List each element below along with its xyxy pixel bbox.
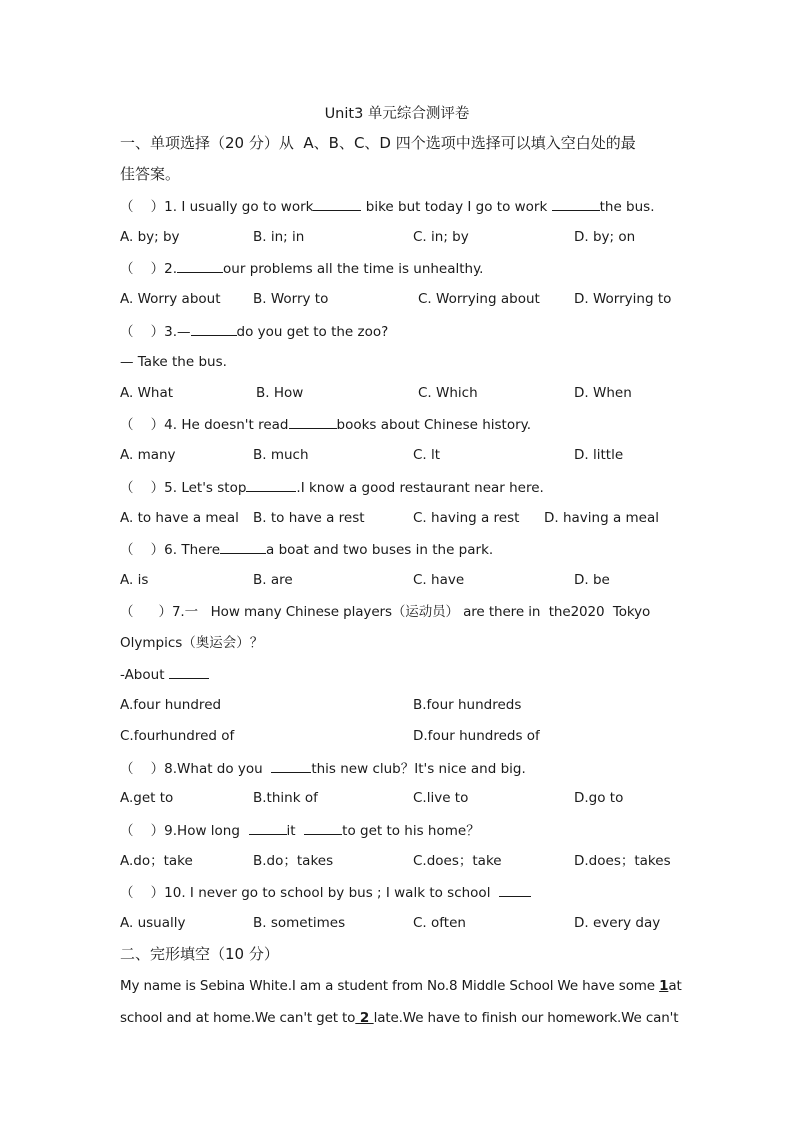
question-8-stem: （ ）8.What do you this new club？It's nice and big. [120,758,526,779]
q9-option-a[interactable]: A.do；take [120,853,193,869]
question-10-stem: （ ）10. I never go to school by bus ; I walk to school [120,882,531,903]
answer-blank[interactable] [552,196,600,211]
answer-blank[interactable] [304,820,342,835]
answer-blank[interactable] [249,820,287,835]
q2-option-d[interactable]: D. Worrying to [574,291,672,307]
answer-blank[interactable] [271,758,311,773]
cloze-blank-number[interactable]: 2 [355,1010,374,1026]
q3-option-c[interactable]: C. Which [418,385,478,401]
q5-option-b[interactable]: B. to have a rest [253,510,365,526]
q5-option-d[interactable]: D. having a meal [544,510,660,526]
q2-option-c[interactable]: C. Worrying about [418,291,540,307]
q3-option-a[interactable]: A. What [120,385,174,401]
q8-option-a[interactable]: A.get to [120,790,174,806]
q4-option-a[interactable]: A. many [120,447,176,463]
q1-option-d[interactable]: D. by; on [574,229,636,245]
section1-heading-line2: 佳答案。 [120,165,181,183]
q7-option-c[interactable]: C.fourhundred of [120,728,235,744]
q10-option-a[interactable]: A. usually [120,915,186,931]
q3-option-d[interactable]: D. When [574,385,632,401]
answer-blank[interactable] [499,882,531,897]
answer-blank[interactable] [220,539,266,554]
q4-option-d[interactable]: D. little [574,447,624,463]
q7-option-b[interactable]: B.four hundreds [413,697,522,713]
cloze-passage-line2: school and at home.We can't get to 2 late.We have to finish our homework.We can't [120,1010,679,1026]
q1-option-a[interactable]: A. by; by [120,229,180,245]
section2-heading: 二、完形填空（10 分） [120,945,279,963]
q7-option-d[interactable]: D.four hundreds of [413,728,540,744]
answer-blank[interactable] [289,414,337,429]
question-7-answer-line: -About [120,664,209,685]
question-7-stem-line2: Olympics（奥运会）？ [120,635,264,651]
q1-option-b[interactable]: B. in; in [253,229,305,245]
q10-option-d[interactable]: D. every day [574,915,661,931]
answer-blank[interactable] [177,258,223,273]
answer-blank[interactable] [246,477,296,492]
question-3-stem: （ ）3.— do you get to the zoo? [120,321,388,342]
page-title: Unit3 单元综合测评卷 [324,106,470,122]
q6-option-a[interactable]: A. is [120,572,149,588]
q5-option-c[interactable]: C. having a rest [413,510,520,526]
question-2-stem: （ ）2. our problems all the time is unhealthy. [120,258,483,279]
section1-heading-line1: 一、单项选择（20 分）从 A、B、C、D 四个选项中选择可以填入空白处的最 [120,134,636,152]
q10-option-c[interactable]: C. often [413,915,466,931]
q1-option-c[interactable]: C. in; by [413,229,469,245]
q9-option-b[interactable]: B.do；takes [253,853,334,869]
q2-option-b[interactable]: B. Worry to [253,291,329,307]
q9-option-d[interactable]: D.does；takes [574,853,671,869]
question-5-stem: （ ）5. Let's stop .I know a good restaurant near here. [120,477,544,498]
q8-option-c[interactable]: C.live to [413,790,469,806]
answer-blank[interactable] [191,321,237,336]
question-6-stem: （ ）6. There a boat and two buses in the park. [120,539,493,560]
cloze-passage-line1: My name is Sebina White.I am a student from No.8 Middle School We have some 1at [120,978,682,994]
q3-option-b[interactable]: B. How [256,385,304,401]
q8-option-d[interactable]: D.go to [574,790,624,806]
q7-option-a[interactable]: A.four hundred [120,697,222,713]
question-9-stem: （ ）9.How long it to get to his home？ [120,820,480,841]
q9-option-c[interactable]: C.does；take [413,853,502,869]
question-1-stem: （ ）1. I usually go to work bike but today I go to work the bus. [120,196,655,217]
q2-option-a[interactable]: A. Worry about [120,291,221,307]
question-7-stem-line1: （ ）7.一 How many Chinese players（运动员） are there in the2020 Tokyo [120,604,651,620]
answer-blank[interactable] [169,664,209,679]
q6-option-b[interactable]: B. are [253,572,293,588]
q4-option-c[interactable]: C. lt [413,447,441,463]
q10-option-b[interactable]: B. sometimes [253,915,346,931]
cloze-blank-number[interactable]: 1 [659,978,669,994]
q6-option-d[interactable]: D. be [574,572,610,588]
q6-option-c[interactable]: C. have [413,572,465,588]
q5-option-a[interactable]: A. to have a meal [120,510,239,526]
question-4-stem: （ ）4. He doesn't read books about Chinese history. [120,414,531,435]
q4-option-b[interactable]: B. much [253,447,309,463]
answer-blank[interactable] [313,196,361,211]
q8-option-b[interactable]: B.think of [253,790,318,806]
question-3-answer-line: — Take the bus. [120,354,227,370]
